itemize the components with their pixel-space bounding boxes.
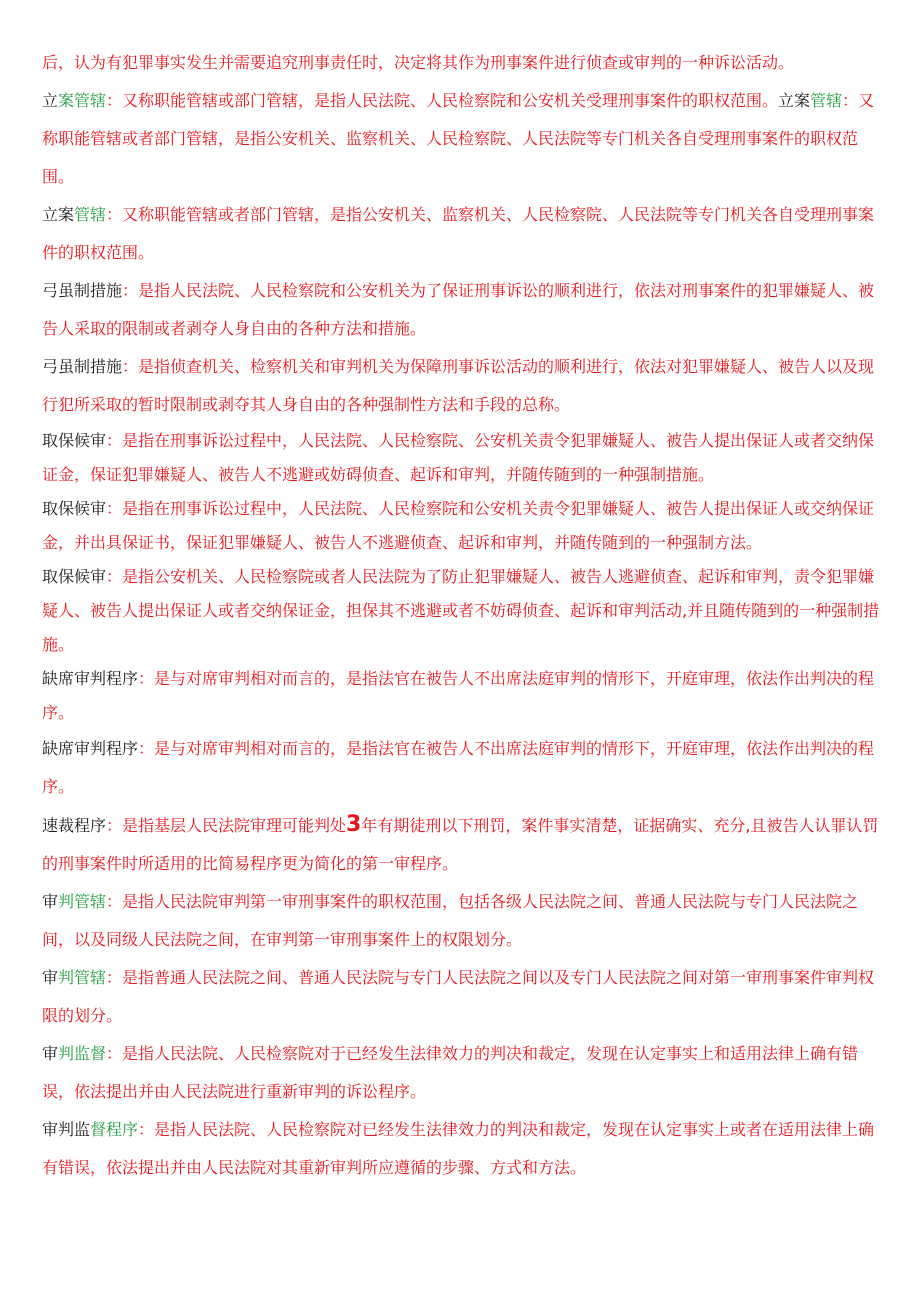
definition-text: ：是指人民法院、人民检察院对已经发生法律效力的判决和裁定，发现在认定事实上或者在适用法律上确有错误，依法提出并由人民法院对其重新审判所应遵循的步骤、方式和方法。	[42, 1120, 875, 1177]
paragraph-trial-jurisdiction-2	[42, 959, 882, 1035]
term-text-green: 案管辖	[58, 91, 107, 110]
term-text: 取保候审	[42, 567, 107, 586]
term-text: 审判监	[42, 1120, 91, 1139]
paragraph-trial-in-absentia-1	[42, 662, 882, 730]
definition-text: ：是与对席审判相对而言的，是指法官在被告人不出席法庭审判的情形下，开庭审理，依法作出判决的程序。	[42, 669, 875, 722]
definition-text: ：又称职能管辖或部门管辖，是指人民法院、人民检察院和公安机关受理刑事案件的职权范围。	[106, 91, 779, 110]
definition-text: ：又称职能管辖或者部门管辖，是指公安机关、监察机关、人民检察院、人民法院等专门机关各自受理刑事案件的职权范围。	[42, 91, 875, 186]
definition-text: ：是指公安机关、人民检察院或者人民法院为了防止犯罪嫌疑人、被告人逃避侦查、起诉和审判，责令犯罪嫌疑人、被告人提出保证人或者交纳保证金，担保其不逃避或者不妨碍侦查、起诉和审判活动,并且随传随到的一种强制措施。	[42, 567, 880, 654]
term-text: 缺席审判程序	[42, 739, 139, 758]
term-text: 取保候审	[42, 431, 107, 450]
term-text: 速裁程序	[42, 816, 107, 835]
definition-text: ：是指人民法院、人民检察院对于已经发生法律效力的判决和裁定，发现在认定事实上和适用法律上确有错误，依法提出并由人民法院进行重新审判的诉讼程序。	[42, 1044, 859, 1101]
paragraph-filing-continuation	[42, 44, 882, 82]
definition-text: ：又称职能管辖或者部门管辖，是指公安机关、监察机关、人民检察院、人民法院等专门机关各自受理刑事案件的职权范围。	[42, 205, 875, 262]
term-text: 审	[42, 968, 59, 987]
definition-text: ：是指普通人民法院之间、普通人民法院与专门人民法院之间以及专门人民法院之间对第一审刑事案件审判权限的划分。	[42, 968, 875, 1025]
paragraph-trial-jurisdiction-1	[42, 883, 882, 959]
paragraph-filing-jurisdiction-2	[42, 196, 882, 272]
term-text: 取保候审	[42, 499, 107, 518]
term-text-green: 判管辖	[58, 892, 107, 911]
paragraph-bail-3	[42, 560, 882, 662]
paragraph-trial-supervision-procedure	[42, 1111, 882, 1187]
term-text-green: 督程序	[90, 1120, 139, 1139]
term-text-green: 判监督	[58, 1044, 107, 1063]
definition-text: 年有期徒刑以下刑罚，案件事实清楚，证据确实、充分,且被告人认罪认罚的刑事案件时所适用的比简易程序更为简化的第一审程序。	[42, 816, 879, 873]
term-text: 弓虽制措施	[42, 281, 123, 300]
definition-text: ：是指基层人民法院审理可能判处	[106, 816, 347, 835]
definition-text: ：是指侦查机关、检察机关和审判机关为保障刑事诉讼活动的顺利进行，依法对犯罪嫌疑人、被告人以及现行犯所采取的暂时限制或剥夺其人身自由的各种强制性方法和手段的总称。	[42, 357, 875, 414]
definition-text: ：是指在刑事诉讼过程中，人民法院、人民检察院和公安机关责令犯罪嫌疑人、被告人提出保证人或交纳保证金，并出具保证书，保证犯罪嫌疑人、被告人不逃避侦查、起诉和审判，并随传随到的一种强制方法。	[42, 499, 875, 552]
paragraph-trial-in-absentia-2	[42, 730, 882, 806]
term-text: 缺席审判程序	[42, 669, 139, 688]
paragraph-bail-1	[42, 424, 882, 492]
emphasized-number: 3	[346, 812, 362, 837]
term-text: 立案	[778, 91, 811, 110]
term-text: 审	[42, 892, 59, 911]
paragraph-coercive-measures-2	[42, 348, 882, 424]
term-text: 立案	[42, 205, 75, 224]
paragraph-coercive-measures-1	[42, 272, 882, 348]
definition-text: ：是指人民法院、人民检察院和公安机关为了保证刑事诉讼的顺利进行，依法对刑事案件的犯罪嫌疑人、被告人采取的限制或者剥夺人身自由的各种方法和措施。	[42, 281, 875, 338]
paragraph-fast-track-procedure	[42, 806, 882, 883]
term-text: 立	[42, 91, 59, 110]
paragraph-trial-supervision	[42, 1035, 882, 1111]
paragraph-bail-2	[42, 492, 882, 560]
term-text-green: 管辖	[74, 205, 107, 224]
document-page	[42, 44, 882, 1187]
definition-text: ：是指在刑事诉讼过程中，人民法院、人民检察院、公安机关责令犯罪嫌疑人、被告人提出保证人或者交纳保证金，保证犯罪嫌疑人、被告人不逃避或妨碍侦查、起诉和审判，并随传随到的一种强制措施。	[42, 431, 875, 484]
paragraph-filing-jurisdiction-1	[42, 82, 882, 196]
definition-text: 后，认为有犯罪事实发生并需要追究刑事责任时，决定将其作为刑事案件进行侦查或审判的一种诉讼活动。	[42, 53, 795, 72]
term-text: 审	[42, 1044, 59, 1063]
term-text: 弓虽制措施	[42, 357, 123, 376]
definition-text: ：是指人民法院审判第一审刑事案件的职权范围，包括各级人民法院之间、普通人民法院与专门人民法院之间，以及同级人民法院之间，在审判第一审刑事案件上的权限划分。	[42, 892, 859, 949]
term-text-green: 判管辖	[58, 968, 107, 987]
definition-text: ：是与对席审判相对而言的，是指法官在被告人不出席法庭审判的情形下，开庭审理，依法作出判决的程序。	[42, 739, 875, 796]
term-text-green: 管辖	[810, 91, 843, 110]
